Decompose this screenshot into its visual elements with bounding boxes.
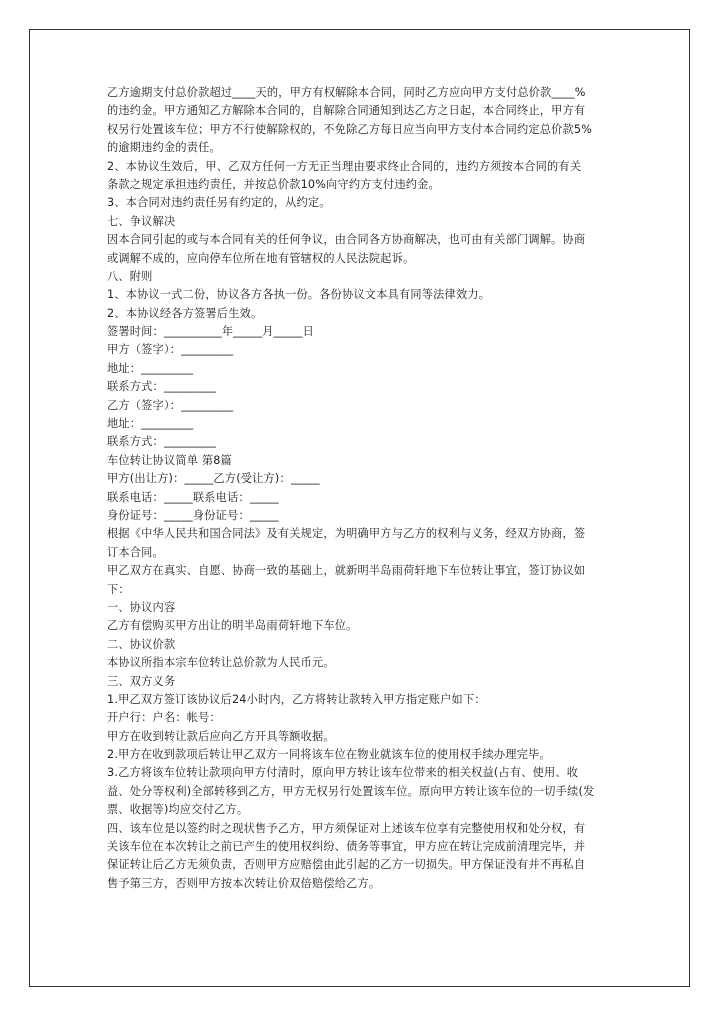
- text-line: 八、附则: [107, 269, 153, 283]
- document-body: [107, 84, 617, 893]
- text-line: 二、协议价款: [107, 637, 176, 651]
- text-line: 2、本协议经各方签署后生效。: [107, 306, 263, 320]
- text-line: 地址：_________: [107, 417, 194, 431]
- text-line: 乙方有偿购买甲方出让的明半岛雨荷轩地下车位。: [107, 619, 358, 633]
- text-line: 开户行：户名：帐号：: [107, 711, 221, 725]
- text-line: 因本合同引起的或与本合同有关的任何争议，由合同各方协商解决，也可由有关部门调解。协商: [107, 233, 586, 247]
- text-line: 保证转让后乙方无须负责，否则甲方应赔偿由此引起的乙方一切损失。甲方保证没有并不再私自: [107, 858, 586, 872]
- text-line: 联系电话：_____联系电话：_____: [107, 490, 279, 504]
- text-line: 关该车位在本次转让之前已产生的使用权纠纷、债务等事宜，甲方应在转让完成前清理完毕，并: [107, 840, 586, 854]
- text-line: 乙方逾期支付总价款超过____天的，甲方有权解除本合同，同时乙方应向甲方支付总价款____%: [107, 86, 586, 99]
- text-line: 联系方式：_________: [107, 380, 217, 394]
- text-line: 2、本协议生效后，甲、乙双方任何一方无正当理由要求终止合同的，违约方须按本合同的有关: [107, 159, 582, 173]
- text-line: 甲方在收到转让款后应向乙方开具等额收据。: [107, 729, 335, 743]
- text-line: 的逾期违约金的责任。: [107, 141, 221, 155]
- text-line: 车位转让协议简单 第8篇: [107, 453, 232, 467]
- text-line: 售予第三方，否则甲方按本次转让价双倍赔偿给乙方。: [107, 876, 381, 890]
- text-line: 本协议所指本宗车位转让总价款为人民币元。: [107, 656, 335, 670]
- text-line: 条款之规定承担违约责任，并按总价款10%向守约方支付违约金。: [107, 177, 440, 191]
- text-line: 乙方（签字）：_________: [107, 398, 234, 412]
- text-line: 一、协议内容: [107, 600, 176, 614]
- text-line: 签署时间：__________年_____月_____日: [107, 325, 314, 339]
- text-line: 甲方（签字）：_________: [107, 343, 234, 357]
- text-line: 票、收据等)均应交付乙方。: [107, 803, 249, 817]
- text-line: 地址：_________: [107, 361, 194, 375]
- text-line: 的违约金。甲方通知乙方解除本合同的，自解除合同通知到达乙方之日起，本合同终止，甲方有: [107, 104, 586, 118]
- text-line: 身份证号：_____身份证号：_____: [107, 508, 279, 522]
- text-line: 根据《中华人民共和国合同法》及有关规定，为明确甲方与乙方的权利与义务，经双方协商，签: [107, 527, 586, 541]
- text-line: 甲方(出让方)：_____乙方(受让方)：_____: [107, 472, 320, 486]
- text-line: 2.甲方在收到款项后转让甲乙双方一同将该车位在物业就该车位的使用权手续办理完毕。: [107, 748, 551, 762]
- text-line: 或调解不成的，应向停车位所在地有管辖权的人民法院起诉。: [107, 251, 415, 265]
- text-line: 三、双方义务: [107, 674, 176, 688]
- text-line: 订本合同。: [107, 545, 164, 559]
- text-line: 1、本协议一式二份，协议各方各执一份。各份协议文本具有同等法律效力。: [107, 288, 491, 302]
- text-line: 3、本合同对违约责任另有约定的，从约定。: [107, 196, 331, 210]
- text-line: 益、处分等权利)全部转移到乙方，甲方无权另行处置该车位。原向甲方转让该车位的一切手续(发: [107, 784, 595, 798]
- text-line: 下：: [107, 582, 130, 596]
- text-line: 四、该车位是以签约时之现状售予乙方，甲方须保证对上述该车位享有完整使用权和处分权，有: [107, 821, 586, 835]
- text-line: 七、争议解决: [107, 214, 176, 228]
- text-line: 1.甲乙双方签订该协议后24小时内，乙方将转让款转入甲方指定账户如下：: [107, 692, 486, 706]
- text-line: 3.乙方将该车位转让款项向甲方付清时，原向甲方转让该车位带来的相关权益(占有、使用、收: [107, 766, 579, 780]
- text-line: 权另行处置该车位；甲方不行使解除权的，不免除乙方每日应当向甲方支付本合同约定总价款5%: [107, 122, 593, 136]
- text-line: 甲乙双方在真实、自愿、协商一致的基础上，就新明半岛雨荷轩地下车位转让事宜，签订协议如: [107, 564, 586, 578]
- text-line: 联系方式：_________: [107, 435, 217, 449]
